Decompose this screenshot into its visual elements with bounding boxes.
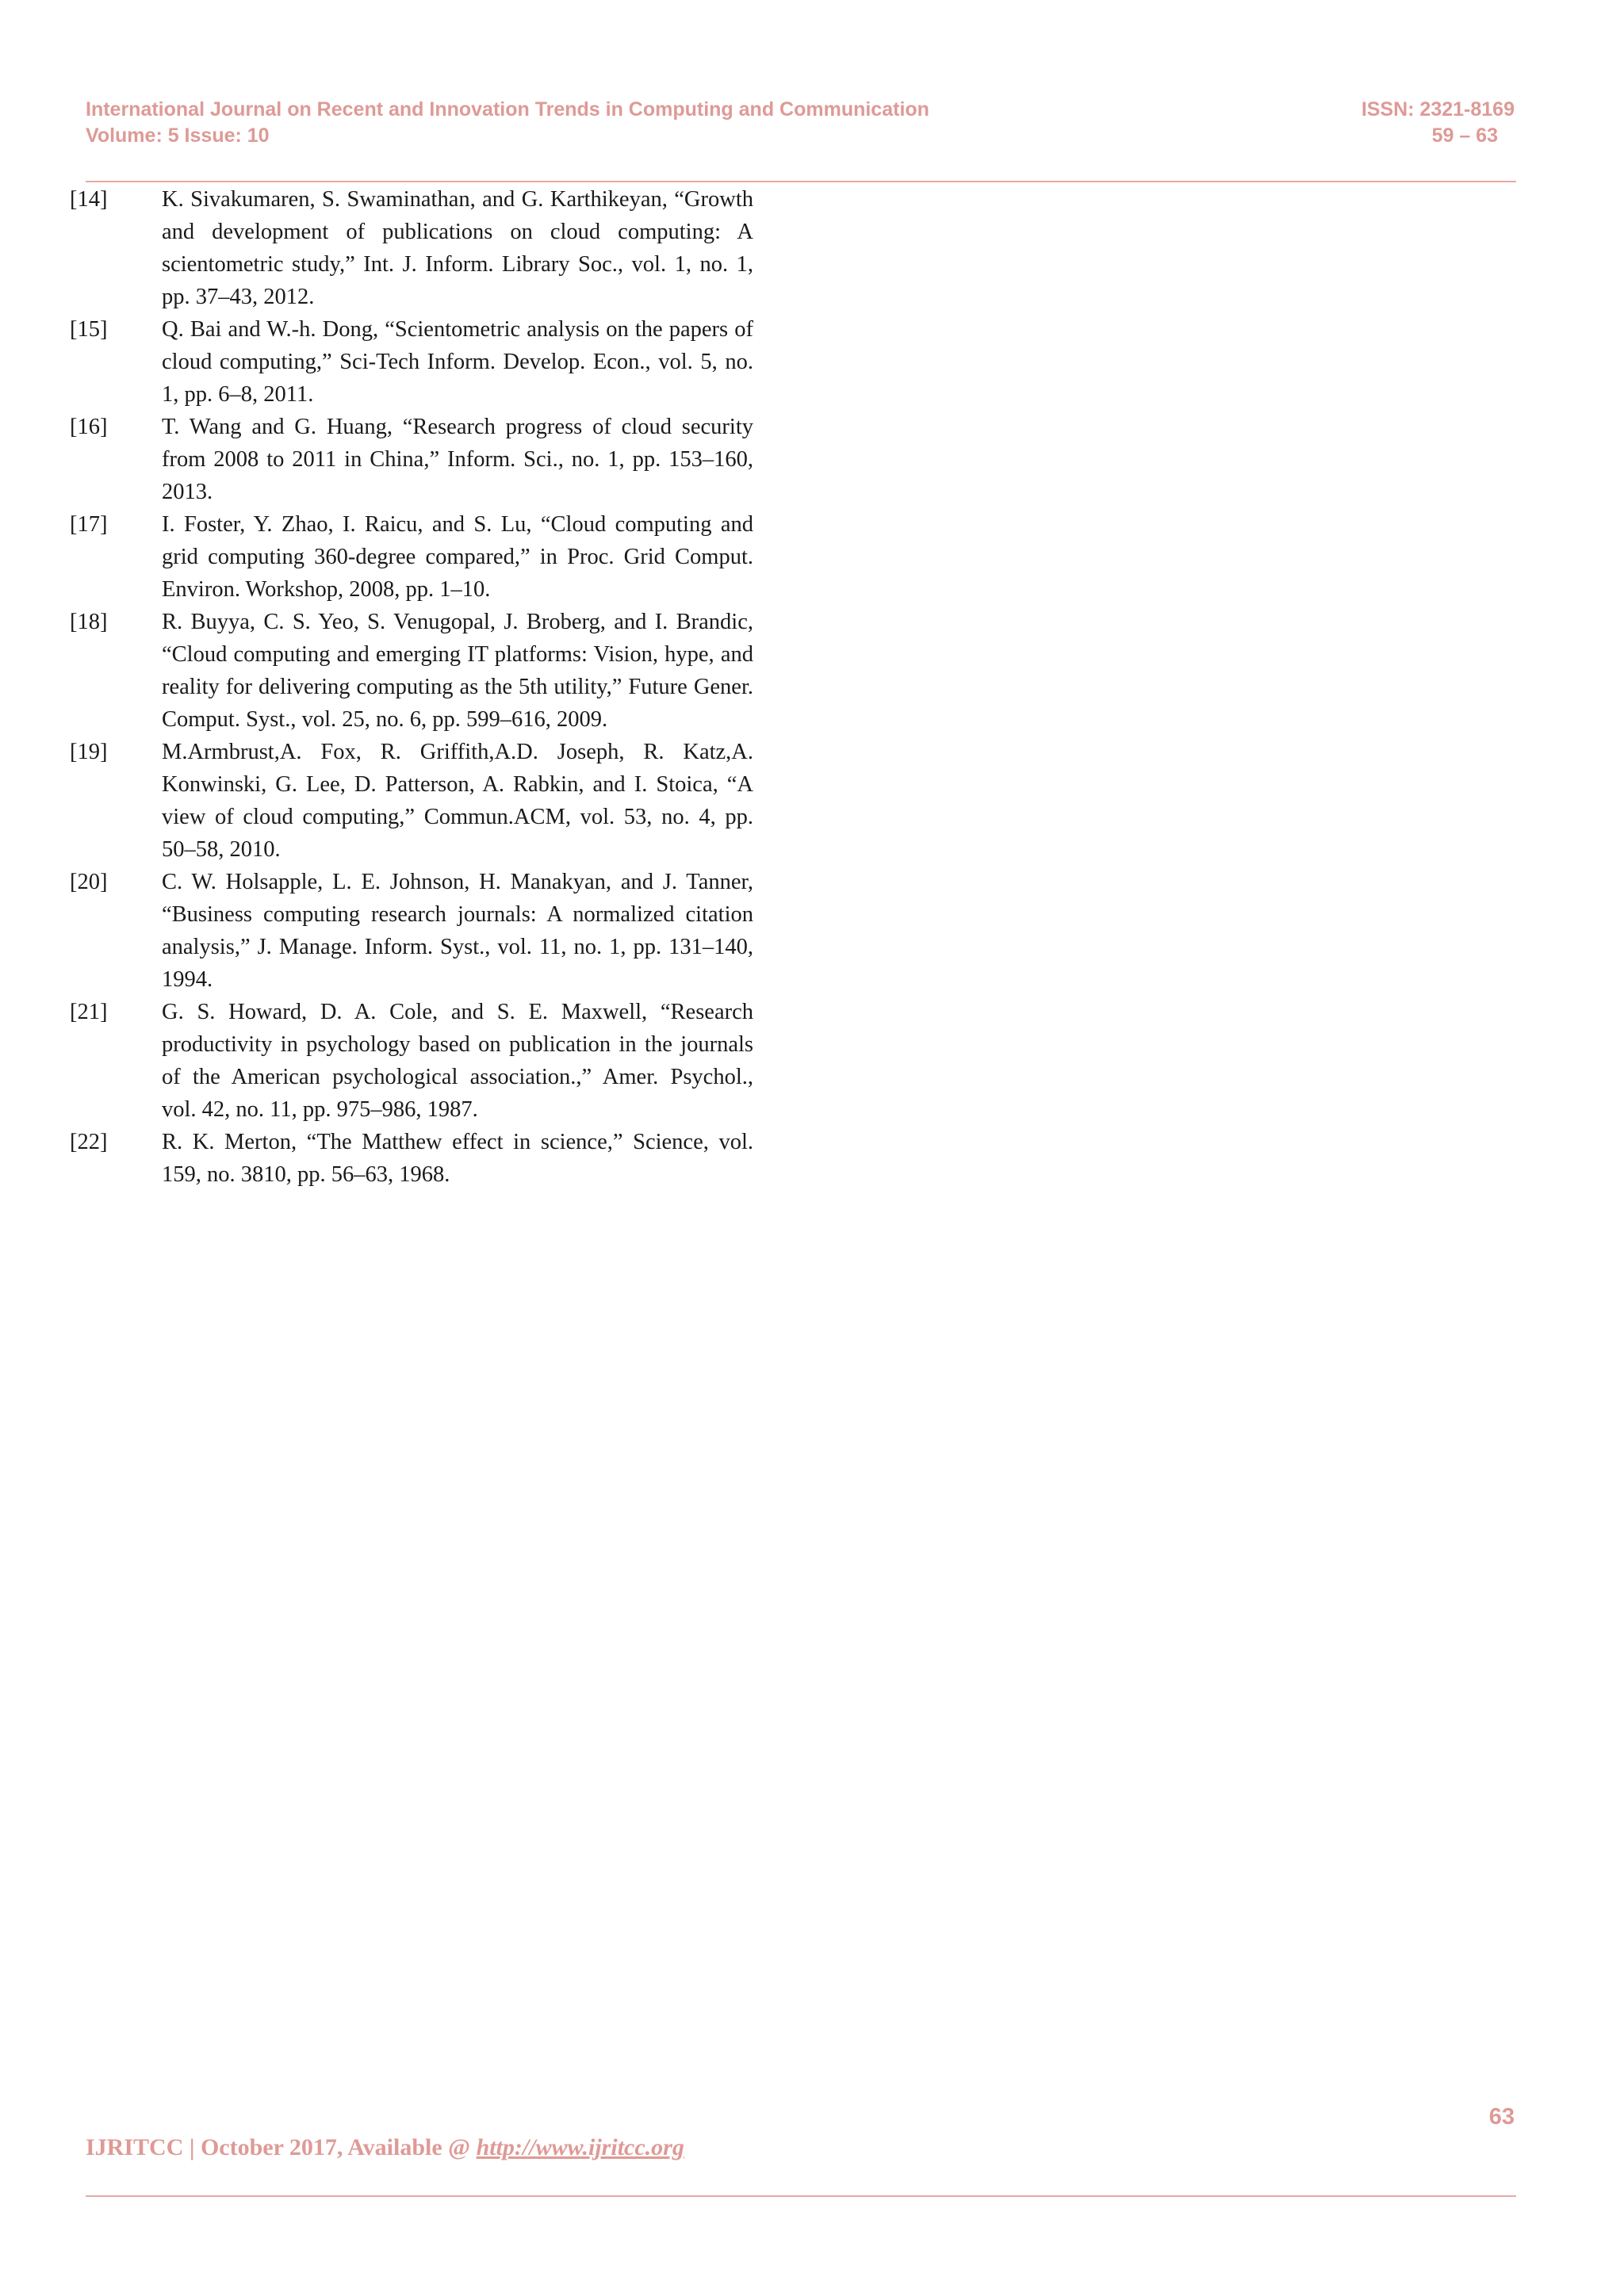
reference-item [70, 866, 753, 996]
reference-list [70, 183, 753, 1191]
reference-item [70, 183, 753, 313]
reference-item [70, 996, 753, 1126]
reference-text: T. Wang and G. Huang, “Research progress of cloud security from 2008 to 2011 in China,” Inform. Sci., no. 1, pp. 153–160, 2013. [162, 415, 753, 504]
reference-number: [19] [70, 740, 108, 764]
reference-text: C. W. Holsapple, L. E. Johnson, H. Manakyan, and J. Tanner, “Business computing research journals: A normalized citation analysis,” J. Manage. Inform. Syst., vol. 11, no. 1, pp. 131–140, 1994. [162, 870, 753, 992]
reference-item [70, 736, 753, 866]
journal-website-link[interactable]: http://www.ijritcc.org [476, 2134, 684, 2160]
reference-number: [18] [70, 610, 108, 634]
reference-text: Q. Bai and W.-h. Dong, “Scientometric analysis on the papers of cloud computing,” Sci-Tech Inform. Develop. Econ., vol. 5, no. 1, pp. 6–8, 2011. [162, 317, 753, 407]
reference-number: [22] [70, 1130, 108, 1154]
reference-number: [16] [70, 415, 108, 439]
reference-text: G. S. Howard, D. A. Cole, and S. E. Maxwell, “Research productivity in psychology based on publication in the journals of the American psychological association.,” Amer. Psychol., vol. 42, no. 11, pp. 975–986, 1987. [162, 1000, 753, 1122]
page-range: 59 – 63 [1431, 124, 1498, 147]
reference-text: M.Armbrust,A. Fox, R. Griffith,A.D. Joseph, R. Katz,A. Konwinski, G. Lee, D. Patterson, A. Rabkin, and I. Stoica, “A view of cloud computing,” Commun.ACM, vol. 53, no. 4, pp. 50–58, 2010. [162, 740, 753, 862]
footer-text [86, 2134, 684, 2161]
reference-item [70, 606, 753, 736]
reference-number: [21] [70, 1000, 108, 1024]
reference-text: K. Sivakumaren, S. Swaminathan, and G. Karthikeyan, “Growth and development of publications on cloud computing: A scientometric study,” Int. J. Inform. Library Soc., vol. 1, no. 1, pp. 37–43, 2012. [162, 187, 753, 309]
footer-label: IJRITCC | October 2017, Available @ [86, 2134, 477, 2160]
reference-number: [17] [70, 512, 108, 537]
reference-text: R. Buyya, C. S. Yeo, S. Venugopal, J. Broberg, and I. Brandic, “Cloud computing and emerging IT platforms: Vision, hype, and reality for delivering computing as the 5th utility,” Future Gener. Comput. Syst., vol. 25, no. 6, pp. 599–616, 2009. [162, 610, 753, 732]
header-divider [86, 181, 1516, 182]
reference-item [70, 411, 753, 508]
reference-item [70, 508, 753, 606]
reference-text: R. K. Merton, “The Matthew effect in science,” Science, vol. 159, no. 3810, pp. 56–63, 1968. [162, 1130, 753, 1187]
reference-text: I. Foster, Y. Zhao, I. Raicu, and S. Lu, “Cloud computing and grid computing 360-degree compared,” in Proc. Grid Comput. Environ. Workshop, 2008, pp. 1–10. [162, 512, 753, 602]
issn-label: ISSN: 2321-8169 [1361, 98, 1515, 121]
reference-item [70, 1126, 753, 1191]
volume-issue: Volume: 5 Issue: 10 [86, 124, 270, 147]
reference-number: [15] [70, 317, 108, 342]
journal-title: International Journal on Recent and Innovation Trends in Computing and Communication [86, 98, 929, 121]
reference-number: [20] [70, 870, 108, 894]
footer-divider [86, 2195, 1516, 2197]
reference-number: [14] [70, 187, 108, 212]
page-number: 63 [1488, 2104, 1515, 2130]
reference-item [70, 313, 753, 411]
